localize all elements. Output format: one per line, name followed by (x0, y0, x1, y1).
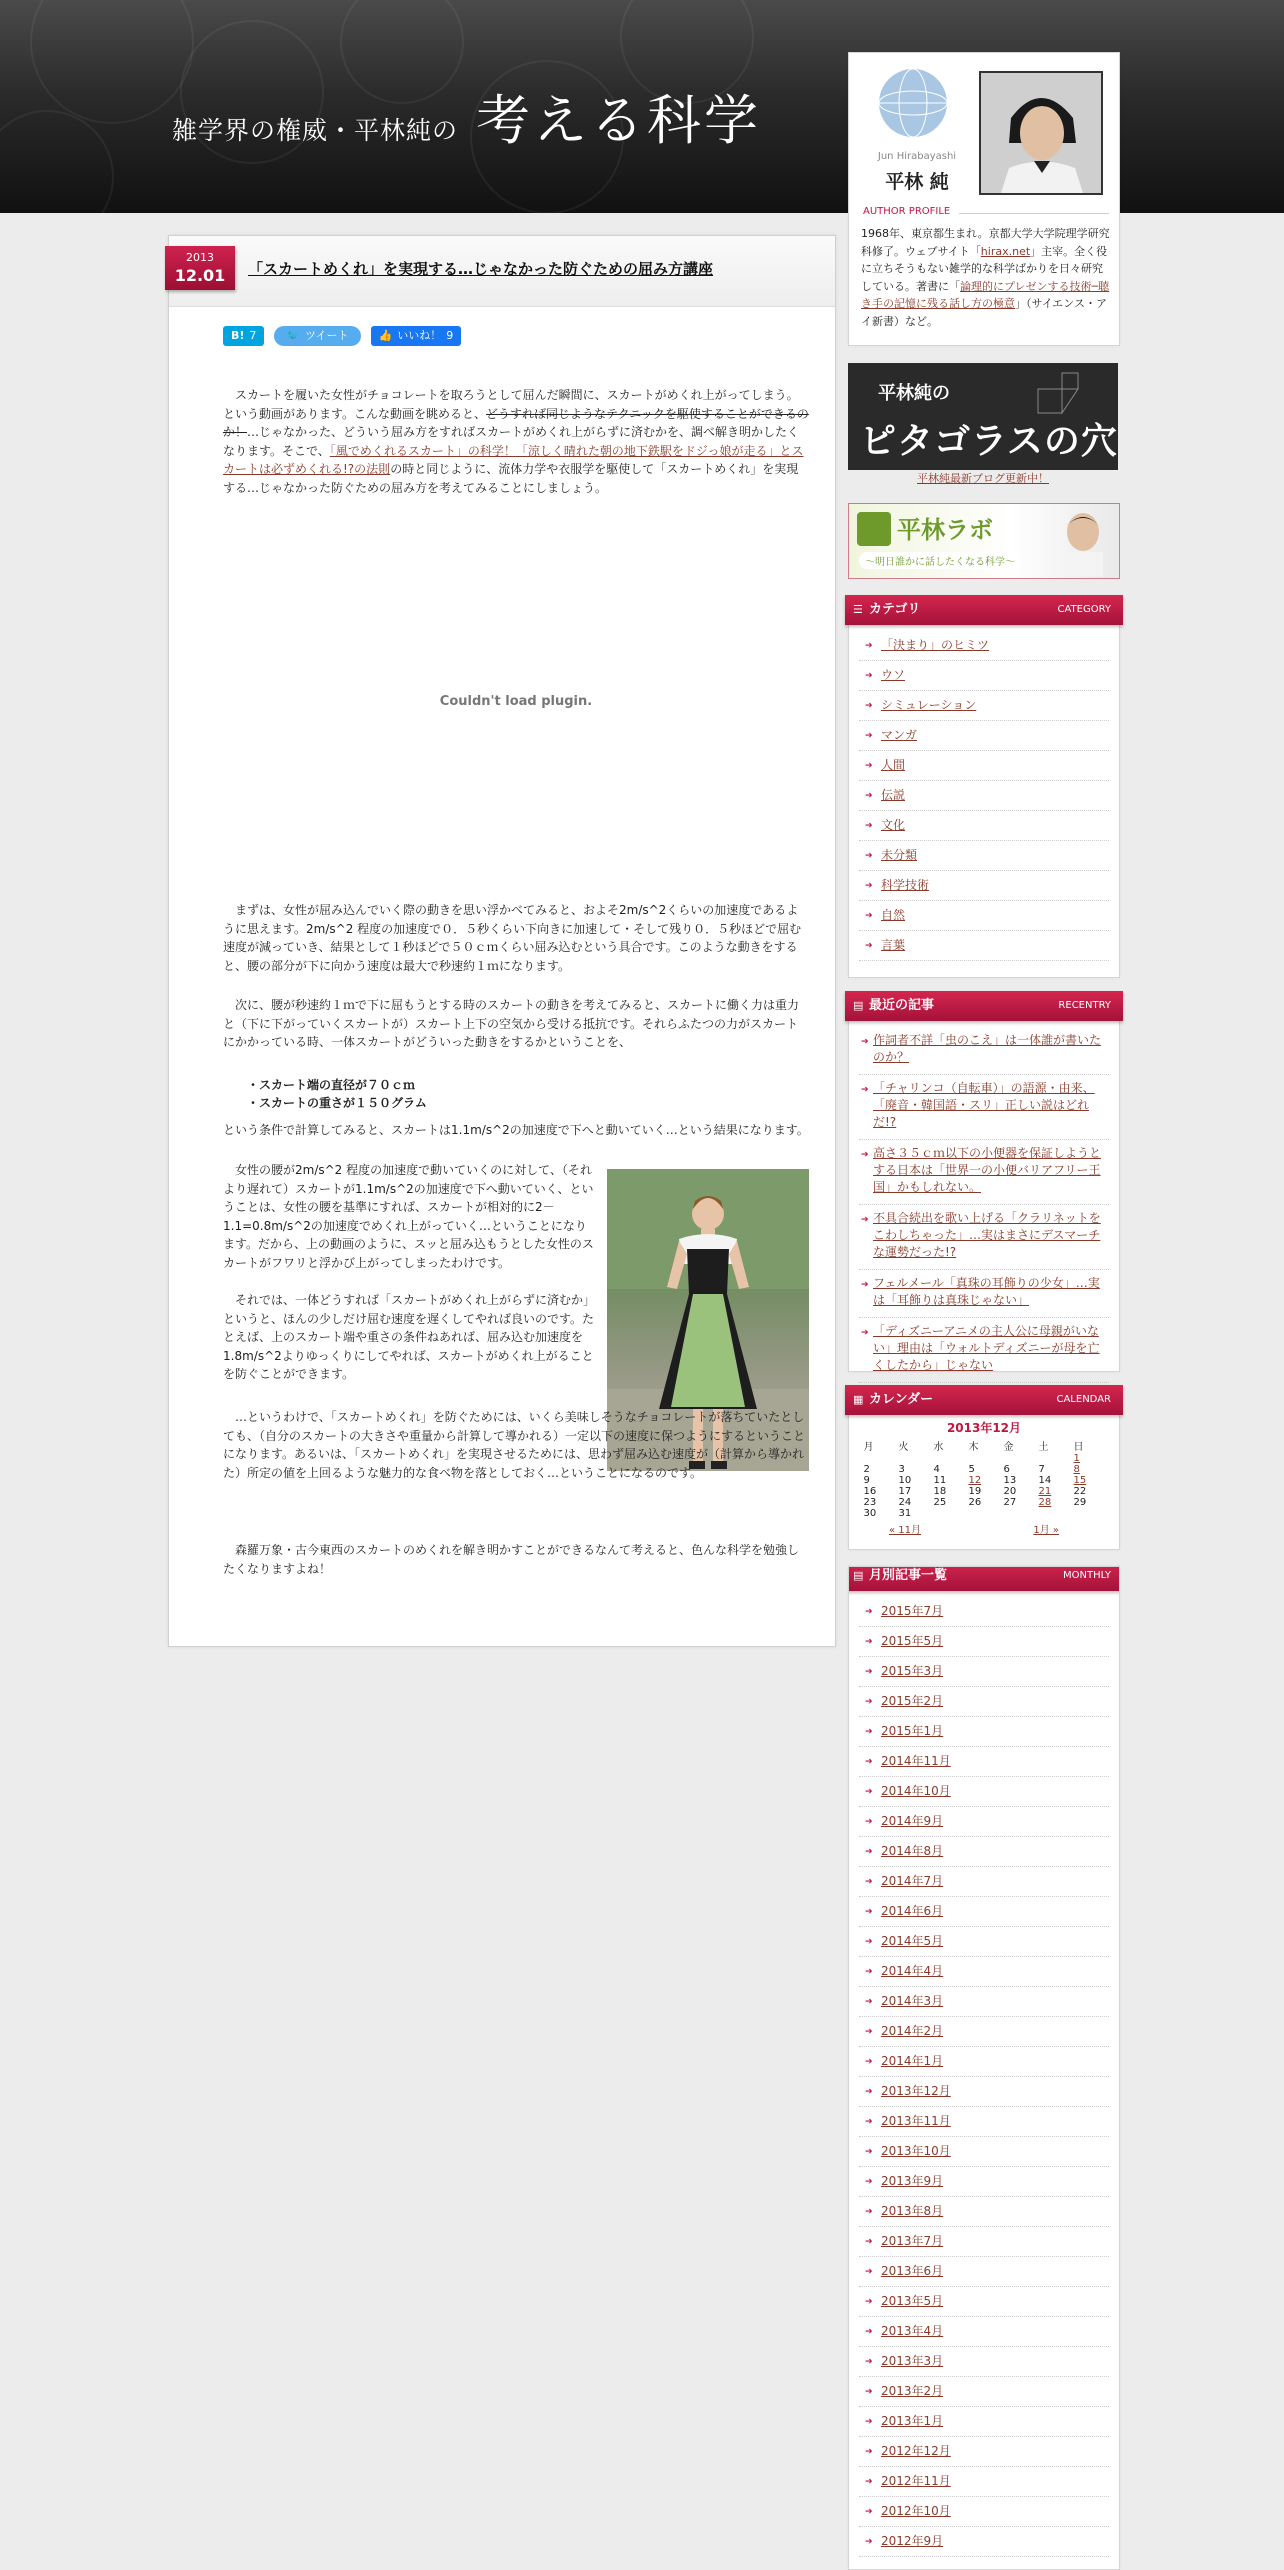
monthly-archive-item-link[interactable]: 2013年6月 (881, 2264, 944, 2278)
calendar-day (1037, 1508, 1072, 1519)
calendar-week-row (862, 1475, 1107, 1486)
calendar-day (1072, 1508, 1107, 1519)
monthly-archive-item-link[interactable]: 2013年7月 (881, 2234, 944, 2248)
category-item-link[interactable]: シミュレーション (881, 698, 977, 712)
monthly-archive-item-link[interactable]: 2014年11月 (881, 1754, 951, 1768)
monthly-title: 月別記事一覧 (869, 1568, 948, 1583)
monthly-archive-item-link[interactable]: 2014年8月 (881, 1844, 944, 1858)
post-paragraph: …というわけで、「スカートめくれ」を防ぐためには、いくら美味しそうなチョコレートが落ちていたとしても、（自分のスカートの大きさや重量から計算して導かれる）一定以下の速度に保つようにするということになります。あるいは、「スカートめくれ」を実現させるためには、思わず屈み込む速度が（計算から導かれた）所定の値を上回るような魅力的な食べ物を落としておく…ということになるのです。 (223, 1410, 806, 1480)
calendar-day (932, 1508, 967, 1519)
date-month-day: 12.01 (174, 266, 226, 285)
calendar-day (932, 1453, 967, 1464)
recent-post-item[interactable] (859, 1140, 1109, 1205)
post-paragraph-intro (223, 386, 809, 497)
monthly-archive-item-link[interactable]: 2013年12月 (881, 2084, 951, 2098)
banner-top-text: 平林純の (878, 383, 950, 404)
bio-text: 」主宰。全く役に立ちそうもない雑学的な科学ばかりを日々研究している。著書に「 (861, 244, 1108, 293)
calendar-day-link[interactable]: 1 (1073, 1453, 1080, 1464)
monthly-archive-item[interactable] (859, 2197, 1109, 2227)
category-item[interactable] (859, 751, 1109, 781)
calendar-day: 16 (863, 1486, 877, 1497)
author-name-roman: Jun Hirabayashi (877, 151, 957, 162)
author-bio (861, 225, 1111, 330)
calendar-day-link[interactable]: 12 (968, 1475, 982, 1486)
recent-post-item[interactable] (859, 1075, 1109, 1140)
hatena-bookmark-button[interactable] (223, 326, 264, 346)
monthly-archive-item-link[interactable]: 2013年10月 (881, 2144, 951, 2158)
calendar-day (1037, 1453, 1072, 1464)
category-list-icon: ☰ (853, 603, 863, 616)
monthly-archive-item[interactable] (859, 2407, 1109, 2437)
category-list (849, 625, 1119, 967)
calendar-day: 3 (898, 1464, 905, 1475)
author-profile-box (848, 52, 1120, 346)
monthly-header (848, 1566, 1120, 1591)
monthly-archive-item-link[interactable]: 2013年3月 (881, 2354, 944, 2368)
calendar-day[interactable] (1037, 1486, 1072, 1497)
monthly-archive-item[interactable] (859, 1897, 1109, 1927)
intro-text-c: の時と同じように、流体力学や衣服学を駆使して「スカートめくれ」を実現する…じゃなかった防ぐための屈み方を考えてみることにしましょう。 (223, 462, 799, 495)
calendar-day: 9 (863, 1475, 870, 1486)
calendar-day[interactable] (1072, 1453, 1107, 1464)
recent-posts-list (849, 1021, 1119, 1389)
hatena-icon: B! (231, 329, 245, 342)
labo-title: 平林ラボ (897, 516, 993, 544)
monthly-archive-item[interactable] (859, 1717, 1109, 1747)
calendar-header (845, 1385, 1123, 1415)
blog-update-link[interactable] (848, 470, 1118, 486)
document-icon: ▤ (853, 999, 864, 1012)
calendar-day: 29 (1073, 1497, 1087, 1508)
calendar-day: 7 (1038, 1464, 1045, 1475)
tweet-label: ツイート (305, 329, 349, 342)
calendar-day: 11 (933, 1475, 947, 1486)
intro-text-b: …じゃなかった、どういう屈み方をすればスカートがめくれ上がらずに済むかを、調べ解き明かしたくなります。そこで、 (223, 425, 800, 458)
twitter-bird-icon: 🐦 (286, 329, 301, 342)
calendar-day-link[interactable]: 21 (1038, 1486, 1052, 1497)
category-item-link[interactable]: ウソ (881, 668, 906, 682)
calendar-week-row (862, 1508, 1107, 1519)
category-header (845, 595, 1123, 625)
category-item-link[interactable]: 未分類 (881, 848, 918, 862)
category-item[interactable] (859, 781, 1109, 811)
condition-item: ・スカート端の直径が７０ｃｍ (247, 1078, 416, 1092)
calendar-day[interactable] (967, 1475, 1002, 1486)
author-portrait (981, 73, 1101, 193)
calendar-day: 27 (1003, 1497, 1017, 1508)
video-plugin-placeholder (223, 531, 809, 871)
category-item-link[interactable]: マンガ (881, 728, 918, 742)
post-title[interactable]: 「スカートめくれ」を実現する…じゃなかった防ぐための屈み方講座 (248, 260, 714, 278)
category-item-link[interactable]: 「決まり」のヒミツ (881, 638, 990, 652)
article (168, 235, 836, 1647)
calendar-day: 30 (863, 1508, 877, 1519)
category-en-label: CATEGORY (1057, 604, 1111, 615)
monthly-archive-item[interactable] (859, 1807, 1109, 1837)
bio-text: 」（サイエンス・アイ新書）など。 (861, 297, 1107, 328)
calendar-en-label: CALENDAR (1056, 1394, 1111, 1405)
post-paragraph: それでは、一体どうすれば「スカートがめくれ上がらずに済むか」というと、ほんの少しだけ屈む速度を遅くしてやれば良いのです。たとえば、上のスカート端や重さの条件ねあれば、屈み込む加速度を1.8m/s^2よりゆっくりにしてやれば、スカートがめくれ上がることを防ぐことができます。 (223, 1293, 596, 1381)
monthly-archive-item-link[interactable]: 2012年11月 (881, 2474, 951, 2488)
monthly-archive-item-link[interactable]: 2014年9月 (881, 1814, 944, 1828)
monthly-archive-item-link[interactable]: 2014年6月 (881, 1904, 944, 1918)
monthly-archive-item-link[interactable]: 2014年2月 (881, 2024, 944, 2038)
monthly-archive-item[interactable] (859, 2497, 1109, 2527)
category-title: カテゴリ (869, 602, 921, 617)
labo-logo-icon (857, 512, 891, 546)
calendar-prev-link[interactable]: « 11月 (889, 1525, 922, 1536)
calendar-day-link[interactable]: 28 (1038, 1497, 1052, 1508)
monthly-archive-widget (848, 1566, 1120, 2570)
monthly-archive-item-link[interactable]: 2012年10月 (881, 2504, 951, 2518)
monthly-archive-item[interactable] (859, 2017, 1109, 2047)
monthly-archive-item[interactable] (859, 1657, 1109, 1687)
calendar-day: 6 (1003, 1464, 1010, 1475)
hirabayashi-labo-banner[interactable] (848, 503, 1120, 579)
post-paragraph-closing: 森羅万象・古今東西のスカートのめくれを解き明かすことができるなんて考えると、色んな科学を勉強したくなりますよね！ (223, 1543, 800, 1576)
plugin-error-text: Couldn't load plugin. (439, 693, 593, 709)
category-item[interactable] (859, 661, 1109, 691)
monthly-archive-item-link[interactable]: 2013年1月 (881, 2414, 944, 2428)
author-photo (979, 71, 1103, 195)
recent-post-item[interactable] (859, 1270, 1109, 1318)
category-item[interactable] (859, 841, 1109, 871)
site-subtitle: 雑学界の権威・平林純の (172, 116, 459, 145)
date-year: 2013 (186, 251, 214, 264)
calendar-day (967, 1453, 1002, 1464)
category-item[interactable] (859, 901, 1109, 931)
calendar-day: 25 (933, 1497, 947, 1508)
calendar-title: カレンダー (869, 1392, 934, 1407)
condition-list (247, 1076, 427, 1112)
calendar-day: 26 (968, 1497, 982, 1508)
thumbs-up-icon: 👍 (378, 329, 393, 342)
related-article-link[interactable]: 「風でめくれるスカート」の科学！「涼しく晴れた朝の地下鉄駅をドジっ娘が走る」とスカートは必ずめくれる!?の法則 (223, 443, 804, 476)
site-title[interactable] (172, 78, 761, 155)
calendar-weekday: 火 (898, 1442, 909, 1453)
calendar-day[interactable] (1072, 1464, 1107, 1475)
calendar-day[interactable] (1072, 1475, 1107, 1486)
monthly-archive-item[interactable] (859, 2107, 1109, 2137)
calendar-week-row (862, 1497, 1107, 1508)
category-item[interactable] (859, 721, 1109, 751)
calendar-table (862, 1442, 1107, 1519)
calendar-weekday: 水 (933, 1442, 944, 1453)
author-profile-label: AUTHOR PROFILE (863, 206, 951, 217)
calendar-day: 17 (898, 1486, 912, 1497)
facebook-like-button[interactable] (371, 326, 462, 346)
calendar-day: 5 (968, 1464, 975, 1475)
calendar-widget (848, 1390, 1120, 1550)
calendar-day: 19 (968, 1486, 982, 1497)
monthly-archive-item[interactable] (859, 1777, 1109, 1807)
author-cartoon-icon (1049, 506, 1117, 576)
share-bar (223, 326, 461, 346)
category-item-link[interactable]: 伝説 (881, 788, 906, 802)
calendar-day: 4 (933, 1464, 940, 1475)
category-item-link[interactable]: 人間 (881, 758, 906, 772)
calendar-day (1002, 1453, 1037, 1464)
recent-en-label: RECENTRY (1058, 1000, 1111, 1011)
calendar-day (862, 1453, 897, 1464)
pitagoras-no-ana-banner[interactable] (848, 363, 1118, 470)
monthly-archive-item-link[interactable]: 2012年9月 (881, 2534, 944, 2548)
post-paragraph: まずは、女性が屈み込んでいく際の動きを思い浮かべてみると、およそ2m/s^2くらいの加速度であるように思えます。2m/s^2 程度の加速度で０．５秒くらい下向きに加速して・そして残り０．５秒ほどで屈む速度が減っていき、結果として１秒ほどで５０ｃｍくらい屈み込むという具合です。このような動きをすると、腰の部分が下に向かう速度は最大で秒速約１ｍになります。 (223, 903, 802, 973)
like-label: いいね！ (397, 329, 442, 342)
recent-post-item[interactable] (859, 1318, 1109, 1383)
monthly-en-label: MONTHLY (1063, 1570, 1111, 1581)
hatena-count: 7 (249, 329, 257, 342)
monthly-archive-item[interactable] (859, 2347, 1109, 2377)
category-widget (848, 600, 1120, 978)
monthly-archive-item-link[interactable]: 2013年9月 (881, 2174, 944, 2188)
banner-main-text: ピタゴラスの穴 (860, 421, 1118, 462)
monthly-archive-item[interactable] (859, 2527, 1109, 2557)
category-item[interactable] (859, 691, 1109, 721)
recent-post-item-link[interactable]: 作詞者不詳「虫のこえ」は一体誰が書いたのか？ (873, 1033, 1102, 1064)
archive-icon: ▤ (853, 1569, 864, 1582)
monthly-archive-item[interactable] (859, 2287, 1109, 2317)
calendar-day-link[interactable]: 15 (1073, 1475, 1087, 1486)
calendar-day: 31 (898, 1508, 912, 1519)
monthly-archive-item-link[interactable]: 2015年3月 (881, 1664, 944, 1678)
divider (959, 213, 1109, 214)
monthly-archive-item-link[interactable]: 2015年7月 (881, 1604, 944, 1618)
category-item[interactable] (859, 811, 1109, 841)
monthly-archive-item[interactable] (859, 2257, 1109, 2287)
monthly-archive-item-link[interactable]: 2013年4月 (881, 2324, 944, 2338)
intro-strike-text: どうすれば同じようなテクニックを駆使することができるのか！ (223, 406, 809, 439)
monthly-archive-item[interactable] (859, 1627, 1109, 1657)
recent-posts-widget (848, 996, 1120, 1372)
calendar-day-link[interactable]: 8 (1073, 1464, 1080, 1475)
monthly-archive-item-link[interactable]: 2013年2月 (881, 2384, 944, 2398)
recent-title: 最近の記事 (869, 998, 935, 1013)
calendar-icon: ▦ (853, 1393, 864, 1406)
monthly-archive-item[interactable] (859, 2167, 1109, 2197)
monthly-archive-item-link[interactable]: 2015年5月 (881, 1634, 944, 1648)
monthly-archive-item-link[interactable]: 2013年11月 (881, 2114, 951, 2128)
calendar-day[interactable] (1037, 1497, 1072, 1508)
site-main-title: 考える科学 (476, 89, 762, 152)
monthly-archive-item-link[interactable]: 2014年7月 (881, 1874, 944, 1888)
calendar-weekday: 金 (1003, 1442, 1014, 1453)
monthly-archive-item[interactable] (859, 2377, 1109, 2407)
category-item[interactable] (859, 631, 1109, 661)
like-count: 9 (446, 329, 454, 342)
calendar-day: 10 (898, 1475, 912, 1486)
date-badge (165, 246, 235, 290)
calendar-weekday: 月 (863, 1442, 874, 1453)
monthly-archive-item[interactable] (859, 2227, 1109, 2257)
monthly-archive-item-link[interactable]: 2013年5月 (881, 2294, 944, 2308)
calendar-week-row (862, 1453, 1107, 1464)
calendar-day (967, 1508, 1002, 1519)
hirax-site-link[interactable]: hirax.net (980, 244, 1031, 258)
author-logo (863, 63, 963, 193)
calendar-weekday: 日 (1073, 1442, 1084, 1453)
calendar-weekday: 土 (1038, 1442, 1049, 1453)
monthly-archive-item-link[interactable]: 2013年8月 (881, 2204, 944, 2218)
recent-header (845, 991, 1123, 1021)
calendar-day: 23 (863, 1497, 877, 1508)
calendar-day: 18 (933, 1486, 947, 1497)
post-paragraph: 女性の腰が2m/s^2 程度の加速度で動いていくのに対して、（それより遅れて）スカートが1.1m/s^2の加速度で下へ動いていく、ということは、女性の腰を基準にすれば、スカートが相対的に2－1.1=0.8m/s^2の加速度でめくれ上がっていく…ということになります。だから、上の動画のように、スッと屈み込もうとした女性のスカートがフワリと浮かび上がってしまったわけです。 (223, 1163, 594, 1270)
calendar-body (862, 1453, 1107, 1519)
calendar-day: 20 (1003, 1486, 1017, 1497)
calendar-next-link[interactable]: 1月 » (1033, 1525, 1059, 1536)
monthly-archive-item[interactable] (859, 1927, 1109, 1957)
monthly-archive-item[interactable] (859, 1987, 1109, 2017)
calendar-nav (849, 1521, 1119, 1536)
monthly-archive-item[interactable] (859, 1687, 1109, 1717)
recent-post-item-link[interactable]: 「ディズニーアニメの主人公に母親がいない」理由は「ウォルトディズニーが母を亡くしたから」じゃない (873, 1324, 1100, 1372)
monthly-archive-item-link[interactable]: 2014年10月 (881, 1784, 951, 1798)
calendar-day (1002, 1508, 1037, 1519)
calendar-month: 2013年12月 (946, 1421, 1022, 1435)
category-item-link[interactable]: 科学技術 (881, 878, 930, 892)
category-item-link[interactable]: 文化 (881, 818, 906, 832)
recent-post-item-link[interactable]: フェルメール「真珠の耳飾りの少女」…実は「耳飾りは真珠じゃない」 (873, 1276, 1100, 1307)
tweet-button[interactable] (274, 326, 360, 346)
calendar-week-row (862, 1486, 1107, 1497)
monthly-archive-item[interactable] (859, 1837, 1109, 1867)
post-paragraph: という条件で計算してみると、スカートは1.1m/s^2の加速度で下へと動いていく…という結果になります。 (223, 1123, 809, 1137)
monthly-archive-item-link[interactable]: 2014年5月 (881, 1934, 944, 1948)
monthly-archive-item-link[interactable]: 2014年4月 (881, 1964, 944, 1978)
post-header (169, 236, 835, 307)
blog-update-anchor[interactable]: 平林純最新ブログ更新中！ (917, 472, 1049, 485)
recent-post-item-link[interactable]: 高さ３５ｃｍ以下の小便器を保証しようとする日本は「世界一の小便バリアフリー王国」かもしれない。 (873, 1146, 1102, 1194)
recent-post-item-link[interactable]: 不具合続出を歌い上げる「クラリネットをこわしちゃった」…実はまさにデスマーチな運勢だった!? (873, 1211, 1101, 1259)
calendar-day: 13 (1003, 1475, 1017, 1486)
category-item-link[interactable]: 自然 (881, 908, 906, 922)
calendar-weekday: 木 (968, 1442, 979, 1453)
recent-post-item[interactable] (859, 1205, 1109, 1270)
monthly-archive-item[interactable] (859, 1597, 1109, 1627)
condition-item: ・スカートの重さが１５０グラム (247, 1096, 427, 1110)
category-item-link[interactable]: 言葉 (881, 938, 906, 952)
monthly-archive-item[interactable] (859, 2047, 1109, 2077)
recent-post-item[interactable] (859, 1027, 1109, 1075)
monthly-archive-item[interactable] (859, 2137, 1109, 2167)
pythagoras-figure-icon (1028, 369, 1108, 429)
calendar-day: 2 (863, 1464, 870, 1475)
calendar-day: 14 (1038, 1475, 1052, 1486)
calendar-weekday-row (862, 1442, 1107, 1453)
calendar-week-row (862, 1464, 1107, 1475)
author-name: 平林 純 (885, 171, 949, 193)
monthly-archive-item[interactable] (859, 1867, 1109, 1897)
recent-post-item-link[interactable]: 「チャリンコ（自転車）」の語源・由来、「廃音・韓国語・スリ」正しい説はどれだ!? (873, 1081, 1095, 1129)
monthly-archive-item-link[interactable]: 2014年1月 (881, 2054, 944, 2068)
post-paragraph: 次に、腰が秒速約１ｍで下に屈もうとする時のスカートの動きを考えてみると、スカートに働く力は重力と（下に下がっていくスカートが）スカート上下の空気から受ける抵抗です。それらふたつの力がスカートにかかっている時、一体スカートがどういった動きをするかということを、 (223, 998, 800, 1049)
labo-subtitle: ～明日誰かに話したくなる科学～ (859, 552, 1021, 569)
monthly-archive-item[interactable] (859, 2077, 1109, 2107)
monthly-archive-item[interactable] (859, 1747, 1109, 1777)
calendar-day: 22 (1073, 1486, 1087, 1497)
book-link[interactable]: 論理的にプレゼンする技術─聴き手の記憶に残る話し方の極意 (861, 279, 1110, 310)
monthly-archive-item[interactable] (859, 2467, 1109, 2497)
monthly-archive-item-link[interactable]: 2012年12月 (881, 2444, 951, 2458)
category-item[interactable] (859, 871, 1109, 901)
monthly-archive-item[interactable] (859, 2437, 1109, 2467)
calendar-day (897, 1453, 932, 1464)
bio-text: 1968年、東京都生まれ。京都大学大学院理学研究科修了。ウェブサイト「 (861, 227, 1110, 258)
calendar-day: 24 (898, 1497, 912, 1508)
category-item[interactable] (859, 931, 1109, 961)
intro-text-a: スカートを履いた女性がチョコレートを取ろうとして屈んだ瞬間に、スカートがめくれ上がってしまう。という動画があります。こんな動画を眺めると、 (223, 388, 799, 421)
monthly-archive-item-link[interactable]: 2015年2月 (881, 1694, 944, 1708)
monthly-archive-list (849, 1591, 1119, 2563)
monthly-archive-item-link[interactable]: 2014年3月 (881, 1994, 944, 2008)
monthly-archive-item[interactable] (859, 2317, 1109, 2347)
monthly-archive-item-link[interactable]: 2015年1月 (881, 1724, 944, 1738)
monthly-archive-item[interactable] (859, 1957, 1109, 1987)
